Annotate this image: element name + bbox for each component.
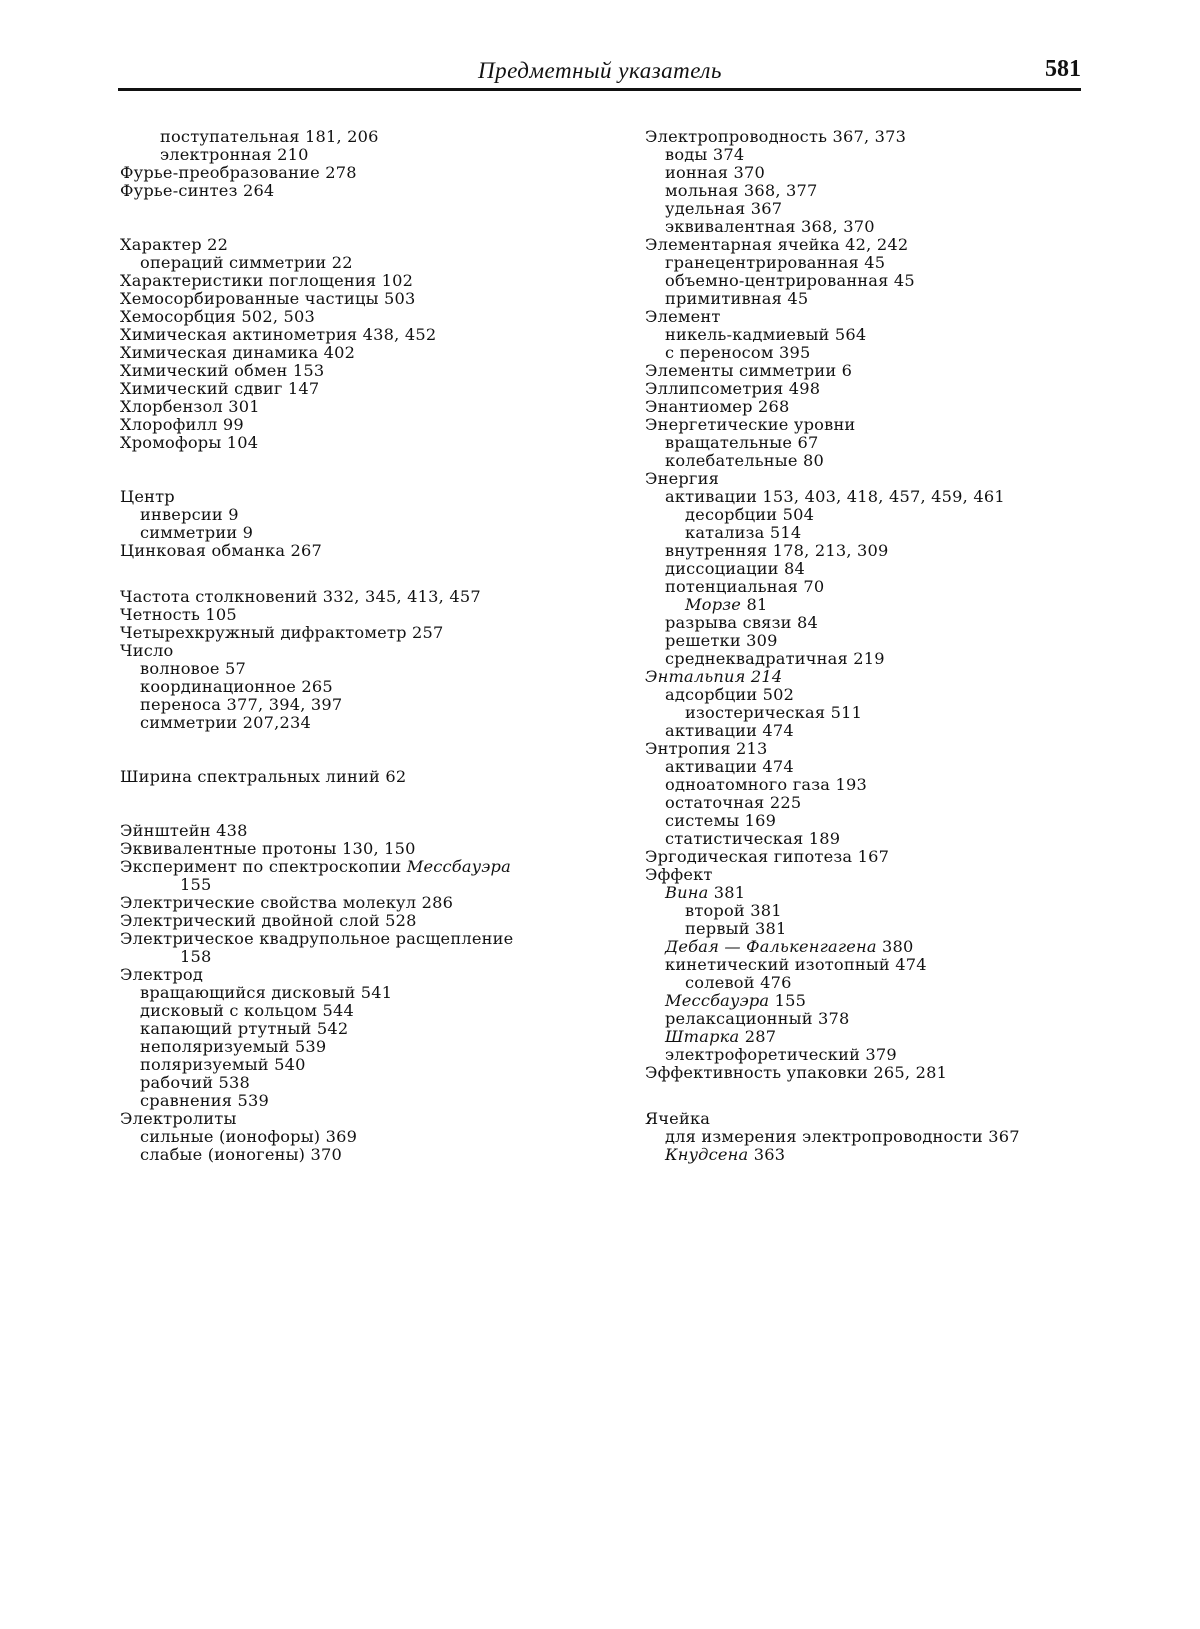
index-subentry: сравнения 539 [140,1091,269,1110]
header-rule [118,88,1081,91]
index-subentry: катализа 514 [685,523,802,542]
index-subentry: рабочий 538 [140,1073,251,1092]
index-subentry: активации 474 [665,757,794,776]
index-entry: Хлорофилл 99 [120,415,244,434]
index-subentry: статистическая 189 [665,829,841,848]
index-subentry: координационное 265 [140,677,333,696]
index-entry: Хемосорбированные частицы 503 [120,289,416,308]
index-entry: Хемосорбция 502, 503 [120,307,316,326]
index-subentry: одноатомного газа 193 [665,775,867,794]
index-entry: Энергия [645,469,719,488]
index-subentry: инверсии 9 [140,505,239,524]
index-entry: Фурье-синтез 264 [120,181,275,200]
index-subentry: системы 169 [665,811,777,830]
index-entry: Эксперимент по спектроскопии Мессбауэра [120,857,511,876]
index-subentry: примитивная 45 [665,289,809,308]
index-subentry: капающий ртутный 542 [140,1019,349,1038]
index-subentry: электронная 210 [160,145,309,164]
index-entry: Энантиомер 268 [645,397,790,416]
index-subentry: неполяризуемый 539 [140,1037,327,1056]
index-entry: Электропроводность 367, 373 [645,127,907,146]
index-subentry: симметрии 207,234 [140,713,311,732]
page-header [118,54,1081,92]
index-entry: Ячейка [645,1109,711,1128]
index-subentry: диссоциации 84 [665,559,806,578]
index-entry: Электрическое квадрупольное расщепление [120,929,514,948]
index-subentry: вращающийся дисковый 541 [140,983,393,1002]
index-entry: Ширина спектральных линий 62 [120,767,407,786]
index-entry: Эффект [645,865,713,884]
index-subentry: Мессбауэра 155 [665,991,807,1010]
index-entry: Эллипсометрия 498 [645,379,821,398]
index-entry: Характер 22 [120,235,229,254]
index-entry: Хлорбензол 301 [120,397,260,416]
index-entry: Эргодическая гипотеза 167 [645,847,890,866]
index-subentry: Штарка 287 [665,1027,777,1046]
index-subentry: релаксационный 378 [665,1009,850,1028]
index-entry: Характеристики поглощения 102 [120,271,414,290]
index-entry: Центр [120,487,175,506]
index-subentry: 158 [180,947,212,966]
index-entry: Химический обмен 153 [120,361,325,380]
index-subentry: поляризуемый 540 [140,1055,306,1074]
index-subentry: сильные (ионофоры) 369 [140,1127,358,1146]
index-entry: Эйнштейн 438 [120,821,248,840]
index-subentry: для измерения электропроводности 367 [665,1127,1020,1146]
index-subentry: Кнудсена 363 [665,1145,786,1164]
index-subentry: остаточная 225 [665,793,802,812]
index-entry: Электролиты [120,1109,237,1128]
index-subentry: Дебая — Фалькенгагена 380 [665,937,914,956]
index-entry: Эффективность упаковки 265, 281 [645,1063,948,1082]
index-subentry: никель-кадмиевый 564 [665,325,867,344]
index-entry: Четырехкружный дифрактометр 257 [120,623,444,642]
index-subentry: колебательные 80 [665,451,824,470]
index-entry: Химическая актинометрия 438, 452 [120,325,437,344]
index-entry: Энергетические уровни [645,415,856,434]
index-subentry: поступательная 181, 206 [160,127,379,146]
index-subentry: потенциальная 70 [665,577,825,596]
index-entry: Эквивалентные протоны 130, 150 [120,839,416,858]
index-entry: Хромофоры 104 [120,433,259,452]
index-subentry: объемно-центрированная 45 [665,271,915,290]
index-entry: Энтропия 213 [645,739,768,758]
index-subentry: воды 374 [665,145,745,164]
index-entry: Частота столкновений 332, 345, 413, 457 [120,587,481,606]
index-entry: Элементы симметрии 6 [645,361,853,380]
index-entry: Цинковая обманка 267 [120,541,323,560]
index-subentry: второй 381 [685,901,782,920]
index-entry: Химическая динамика 402 [120,343,356,362]
index-subentry: изостерическая 511 [685,703,863,722]
index-entry: Число [120,641,174,660]
index-entry: Электрический двойной слой 528 [120,911,417,930]
index-subentry: внутренняя 178, 213, 309 [665,541,889,560]
index-subentry: Морзе 81 [685,595,768,614]
index-entry: Энтальпия 214 [645,667,783,686]
index-subentry: электрофоретический 379 [665,1045,897,1064]
index-subentry: среднеквадратичная 219 [665,649,885,668]
index-subentry: первый 381 [685,919,787,938]
index-subentry: солевой 476 [685,973,792,992]
index-subentry: слабые (ионогены) 370 [140,1145,343,1164]
index-subentry: вращательные 67 [665,433,819,452]
index-subentry: удельная 367 [665,199,783,218]
index-entry: Элемент [645,307,721,326]
index-entry: Четность 105 [120,605,237,624]
page-title: Предметный указатель [478,58,722,83]
index-subentry: разрыва связи 84 [665,613,818,632]
index-subentry: кинетический изотопный 474 [665,955,927,974]
index-subentry: активации 474 [665,721,794,740]
index-entry: Элементарная ячейка 42, 242 [645,235,909,254]
index-entry: Химический сдвиг 147 [120,379,320,398]
index-subentry: с переносом 395 [665,343,811,362]
index-subentry: 155 [180,875,212,894]
index-subentry: дисковый с кольцом 544 [140,1001,354,1020]
index-subentry: эквивалентная 368, 370 [665,217,875,236]
index-subentry: гранецентрированная 45 [665,253,886,272]
index-subentry: решетки 309 [665,631,778,650]
index-subentry: активации 153, 403, 418, 457, 459, 461 [665,487,1005,506]
index-subentry: десорбции 504 [685,505,815,524]
index-subentry: Вина 381 [665,883,746,902]
index-entry: Электрические свойства молекул 286 [120,893,454,912]
index-subentry: мольная 368, 377 [665,181,818,200]
index-subentry: ионная 370 [665,163,766,182]
index-subentry: адсорбции 502 [665,685,795,704]
index-entry: Электрод [120,965,203,984]
index-entry: Фурье-преобразование 278 [120,163,357,182]
index-subentry: симметрии 9 [140,523,254,542]
index-subentry: волновое 57 [140,659,247,678]
page-number: 581 [1045,56,1081,82]
index-subentry: операций симметрии 22 [140,253,353,272]
index-subentry: переноса 377, 394, 397 [140,695,343,714]
